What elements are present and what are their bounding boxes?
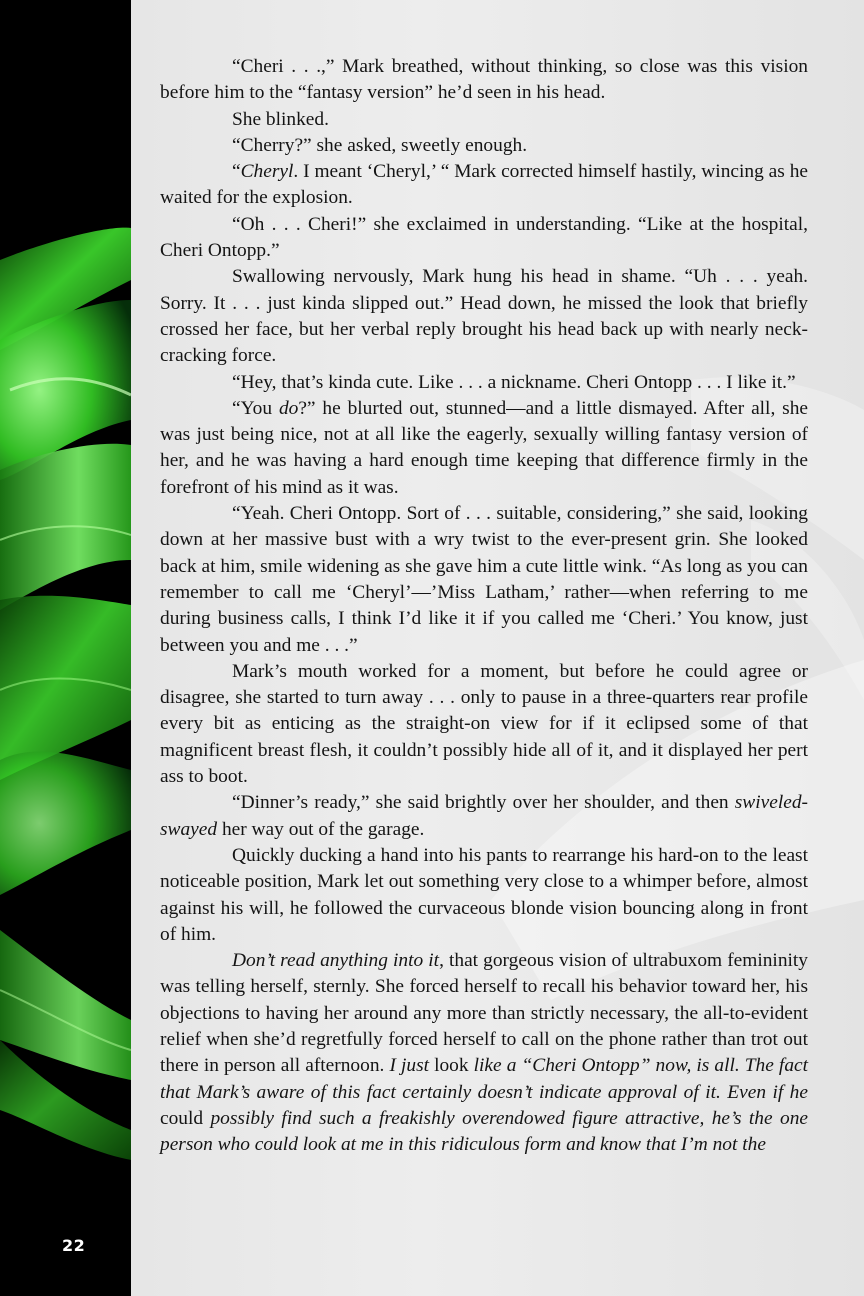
story-text [160, 54, 808, 1158]
paragraph [160, 54, 808, 107]
text-run: Mark’s mouth worked for a moment, but before he could agree or disagree, she started to turn away . . . only to pause in a three-quarters rear profile every bit as enticing as the straight-on view for if it eclipsed some of that magnificent breast flesh, it couldn’t possibly hide all of it, and it displayed her pert ass to boot. [160, 660, 808, 788]
green-ribbon-illustration [0, 0, 131, 1296]
text-run: She blinked. [232, 108, 329, 130]
paragraph [160, 659, 808, 790]
text-run: “ [232, 161, 241, 183]
italic-text-run: like a “Cheri Ontopp” now, is all. The fact that Mark’s aware of this fact certainly doesn’t indicate approval of it. Even if he [160, 1055, 809, 1103]
paragraph [160, 370, 808, 396]
text-run: “Cheri . . .,” Mark breathed, without thinking, so close was this vision before him to the “fantasy version” he’d seen in his head. [160, 56, 808, 104]
text-run: look [429, 1055, 474, 1077]
paragraph [160, 396, 808, 501]
text-run: Swallowing nervously, Mark hung his head in shame. “Uh . . . yeah. Sorry. It . . . just kinda slipped out.” Head down, he missed the look that briefly crossed her face, but her verbal reply brought his head back up with nearly neck-cracking force. [160, 266, 808, 367]
text-run: Quickly ducking a hand into his pants to rearrange his hard-on to the least noticeable position, Mark let out something very close to a whimper before, almost against his will, he followed the curvaceous blonde vision bouncing along in front of him. [160, 844, 808, 945]
paragraph [160, 107, 808, 133]
text-run: ?” he blurted out, stunned—and a little dismayed. After all, she was just being nice, not at all like the eagerly, sexually willing fantasy version of her, and he was having a hard enough time keeping that difference firmly in the forefront of his mind as it was. [160, 397, 809, 498]
italic-text-run: Cheryl [240, 161, 294, 183]
italic-text-run: possibly find such a freakishly overendowed figure attractive, he’s the one person who could look at me in this ridiculous form and know that I’m not the [160, 1107, 808, 1156]
text-run: could [160, 1107, 211, 1129]
text-run: “You [232, 397, 279, 419]
italic-text-run: swiveled-swayed [160, 792, 808, 840]
paragraph [160, 843, 808, 948]
text-run: , that gorgeous vision of ultrabuxom femininity was telling herself, sternly. She forced herself to recall his behavior toward her, his objections to having her around any more than strictly necessary, the all-to-evident relief when she’d regretfully forced herself to call on the phone rather than trot out there in person all afternoon. [160, 950, 808, 1077]
paragraph [160, 212, 808, 265]
text-run: “Oh . . . Cheri!” she exclaimed in understanding. “Like at the hospital, Cheri Ontopp.” [160, 213, 808, 262]
text-run: her way out of the garage. [217, 818, 425, 840]
text-run: “Hey, that’s kinda cute. Like . . . a nickname. Cheri Ontopp . . . I like it.” [232, 371, 796, 393]
paragraph [160, 159, 808, 212]
book-page [131, 0, 864, 1296]
italic-text-run: do [278, 397, 299, 419]
paragraph [160, 790, 808, 843]
italic-text-run: I just [389, 1055, 430, 1077]
text-run: “Cherry?” she asked, sweetly enough. [232, 134, 528, 156]
italic-text-run: Don’t read anything into it [232, 950, 440, 972]
decorative-sidebar [0, 0, 131, 1296]
paragraph [160, 133, 808, 159]
text-run: “Yeah. Cheri Ontopp. Sort of . . . suitable, considering,” she said, looking down at her massive bust with a wry twist to the ever-present grin. She looked back at him, smile widening as she gave him a cute little wink. “As long as you can remember to call me ‘Cheryl’—’Miss Latham,’ rather—when referring to me during business calls, I think I’d like it if you called me ‘Cheri.’ You know, just between you and me . . .” [160, 503, 808, 656]
paragraph [160, 948, 808, 1158]
text-run: . I meant ‘Cheryl,’ “ Mark corrected himself hastily, wincing as he waited for the explosion. [160, 161, 808, 209]
paragraph [160, 264, 808, 369]
text-run: “Dinner’s ready,” she said brightly over her shoulder, and then [232, 792, 735, 814]
page-number: 22 [62, 1236, 86, 1255]
paragraph [160, 501, 808, 659]
